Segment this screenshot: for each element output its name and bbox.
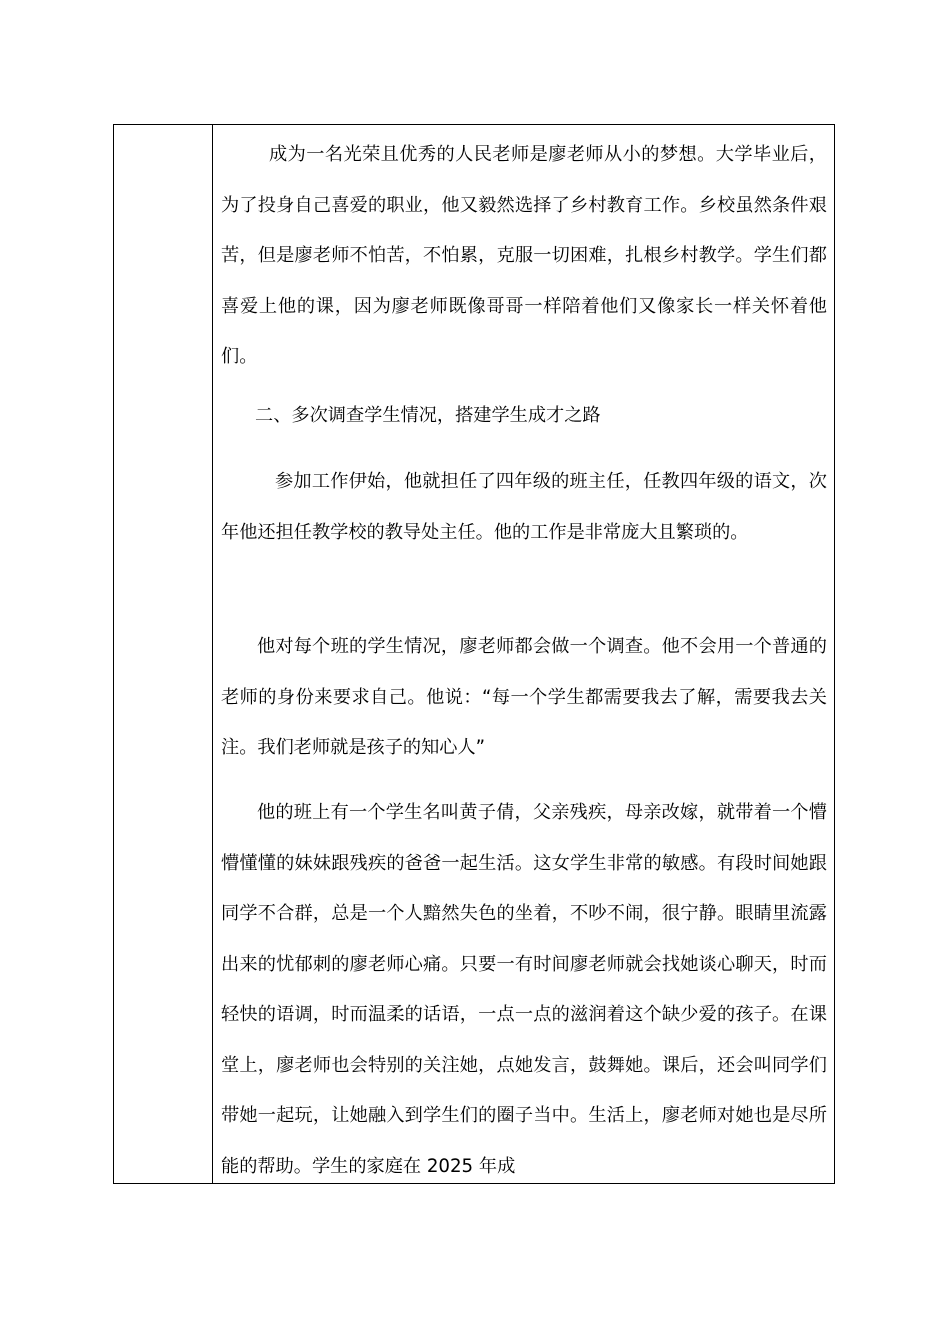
document-table — [113, 124, 835, 1184]
section-heading: 二、多次调查学生情况，搭建学生成才之路 — [255, 405, 601, 426]
table-content-cell — [213, 125, 834, 1183]
paragraph-dream: 成为一名光荣且优秀的人民老师是廖老师从小的梦想。大学毕业后，为了投身自己喜爱的职业，他又毅然选择了乡村教育工作。乡校虽然条件艰苦，但是廖老师不怕苦，不怕累，克服一切困难，扎根乡村教学。学生们都喜爱上他的课，因为廖老师既像哥哥一样陪着他们又像家长一样关怀着他们。 — [221, 144, 827, 367]
paragraph-student-story: 他的班上有一个学生名叫黄子倩，父亲残疾，母亲改嫁，就带着一个懵懵懂懂的妹妹跟残疾的爸爸一起生活。这女学生非常的敏感。有段时间她跟同学不合群，总是一个人黯然失色的坐着，不吵不闹，很宁静。眼睛里流露出来的忧郁刺的廖老师心痛。只要一有时间廖老师就会找她谈心聊天，时而轻快的语调，时而温柔的话语，一点一点的滋润着这个缺少爱的孩子。在课堂上，廖老师也会特别的关注她，点她发言，鼓舞她。课后，还会叫同学们带她一起玩，让她融入到学生们的圈子当中。生活上，廖老师对她也是尽所能的帮助。学生的家庭在 2025 年成 — [221, 802, 827, 1177]
paragraph-work-start: 参加工作伊始，他就担任了四年级的班主任，任教四年级的语文，次年他还担任教学校的教导处主任。他的工作是非常庞大且繁琐的。 — [221, 471, 827, 543]
table-label-cell — [114, 125, 213, 1183]
paragraph-survey: 他对每个班的学生情况，廖老师都会做一个调查。他不会用一个普通的老师的身份来要求自己。他说：“每一个学生都需要我去了解，需要我去关注。我们老师就是孩子的知心人” — [221, 636, 827, 758]
